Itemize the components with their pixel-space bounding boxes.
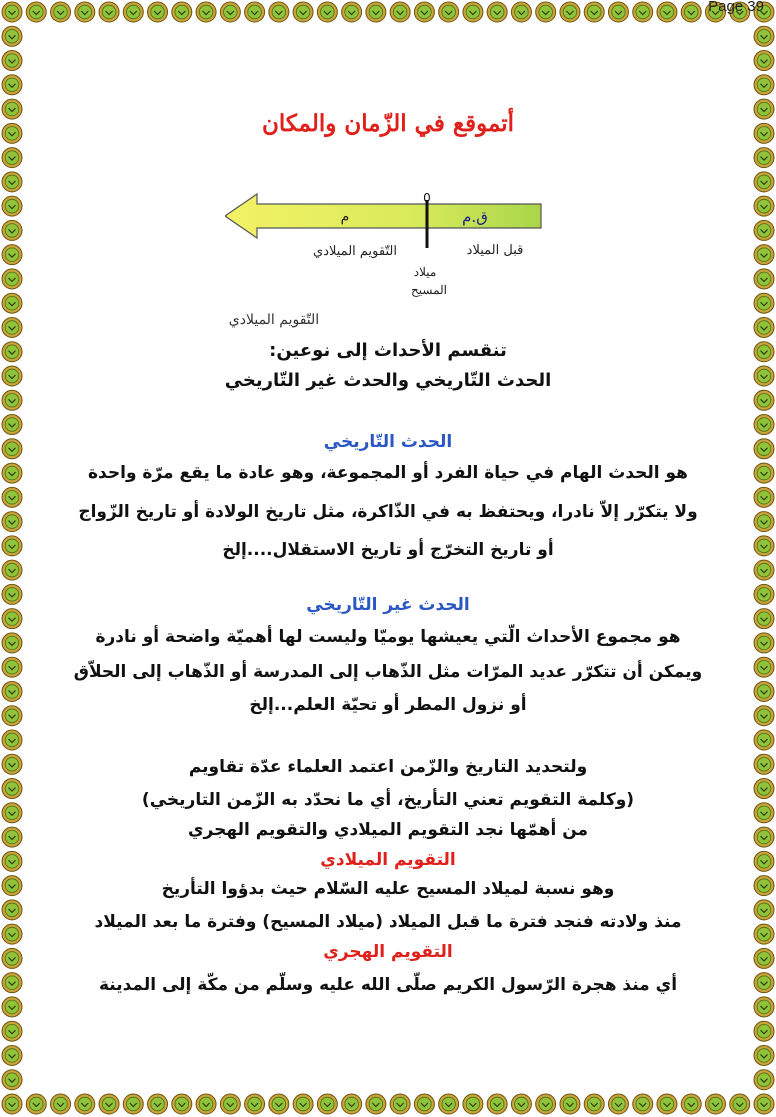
non-historical-event-line-3: أو نزول المطر أو تحيّة العلم...إلخ: [249, 695, 527, 715]
events-intro-line-1: تنقسم الأحداث إلى نوعين:: [269, 340, 507, 361]
frame-clock-icon: [2, 803, 22, 823]
frame-clock-icon: [754, 1045, 774, 1065]
frame-clock-icon: [754, 366, 774, 386]
frame-clock-icon: [754, 148, 774, 168]
frame-clock-icon: [754, 75, 774, 95]
frame-clock-icon: [2, 342, 22, 362]
frame-clock-icon: [342, 2, 362, 22]
frame-clock-icon: [245, 1094, 265, 1114]
frame-clock-icon: [754, 730, 774, 750]
frame-clock-icon: [754, 342, 774, 362]
frame-clock-icon: [657, 1094, 677, 1114]
before-era-abbr: ق.م: [462, 208, 488, 226]
events-intro-line-2: الحدث التّاريخي والحدث غير التّاريخي: [224, 370, 552, 391]
frame-clock-icon: [51, 2, 71, 22]
frame-clock-icon: [2, 1021, 22, 1041]
frame-clock-icon: [414, 1094, 434, 1114]
frame-clock-icon: [754, 99, 774, 119]
frame-clock-icon: [2, 439, 22, 459]
frame-clock-icon: [2, 900, 22, 920]
frame-clock-icon: [754, 560, 774, 580]
frame-clock-icon: [754, 851, 774, 871]
frame-clock-icon: [2, 99, 22, 119]
frame-clock-icon: [511, 2, 531, 22]
frame-clock-icon: [439, 1094, 459, 1114]
frame-clock-icon: [196, 1094, 216, 1114]
historical-event-line-3: أو تاريخ التخرّج أو تاريخ الاستقلال....إلخ: [222, 540, 554, 560]
hijri-calendar-heading: التقويم الهجري: [323, 942, 453, 962]
frame-clock-icon: [754, 657, 774, 677]
frame-clock-icon: [269, 1094, 289, 1114]
frame-clock-icon: [2, 948, 22, 968]
frame-clock-icon: [560, 2, 580, 22]
frame-clock-icon: [560, 1094, 580, 1114]
frame-clock-icon: [2, 924, 22, 944]
frame-clock-icon: [754, 924, 774, 944]
frame-clock-icon: [633, 1094, 653, 1114]
frame-clock-icon: [342, 1094, 362, 1114]
gregorian-calendar-line-1: وهو نسبة لميلاد المسيح عليه السّلام حيث بدؤوا التأريخ: [161, 879, 615, 899]
frame-clock-icon: [681, 1094, 701, 1114]
frame-clock-icon: [75, 1094, 95, 1114]
frame-clock-icon: [2, 2, 22, 22]
before-birth-label: قبل الميلاد: [466, 243, 524, 258]
frame-clock-icon: [293, 2, 313, 22]
timeline-arrow: [225, 194, 541, 238]
frame-clock-icon: [536, 2, 556, 22]
hijri-calendar-line: أي منذ هجرة الرّسول الكريم صلّى الله عليه وسلّم من مكّة إلى المدينة: [98, 975, 678, 995]
frame-clock-icon: [2, 317, 22, 337]
frame-clock-icon: [463, 2, 483, 22]
frame-clock-icon: [463, 1094, 483, 1114]
frame-clock-icon: [2, 196, 22, 216]
frame-clock-icon: [2, 1070, 22, 1090]
frame-clock-icon: [754, 415, 774, 435]
frame-clock-icon: [754, 706, 774, 726]
page-number: Page 39: [708, 0, 764, 15]
frame-clock-icon: [536, 1094, 556, 1114]
frame-clock-icon: [2, 269, 22, 289]
frame-clock-icon: [633, 2, 653, 22]
frame-clock-icon: [2, 754, 22, 774]
frame-clock-icon: [414, 2, 434, 22]
frame-clock-icon: [754, 512, 774, 532]
frame-clock-icon: [196, 2, 216, 22]
frame-clock-icon: [2, 293, 22, 313]
frame-clock-icon: [2, 123, 22, 143]
frame-clock-icon: [754, 1021, 774, 1041]
frame-clock-icon: [754, 633, 774, 653]
frame-clock-icon: [754, 51, 774, 71]
frame-clock-icon: [2, 75, 22, 95]
timeline-diagram: [225, 188, 555, 308]
frame-clock-icon: [754, 439, 774, 459]
frame-clock-icon: [2, 560, 22, 580]
frame-clock-icon: [754, 245, 774, 265]
frame-clock-icon: [2, 51, 22, 71]
frame-clock-icon: [754, 26, 774, 46]
historical-event-line-2: ولا يتكرّر إلاّ نادرا، ويحتفظ به في الذّاكرة، مثل تاريخ الولادة أو تاريخ الزّواج: [78, 502, 698, 522]
frame-clock-icon: [2, 1045, 22, 1065]
frame-clock-icon: [2, 973, 22, 993]
frame-clock-icon: [657, 2, 677, 22]
frame-clock-icon: [2, 706, 22, 726]
frame-clock-icon: [99, 2, 119, 22]
frame-clock-icon: [681, 2, 701, 22]
frame-clock-icon: [172, 1094, 192, 1114]
frame-clock-icon: [2, 657, 22, 677]
frame-clock-icon: [754, 487, 774, 507]
frame-clock-icon: [172, 2, 192, 22]
frame-clock-icon: [754, 779, 774, 799]
frame-clock-icon: [390, 1094, 410, 1114]
non-historical-event-line-1: هو مجموع الأحداث الّتي يعيشها يوميّا وليست لها أهميّة واضحة أو نادرة: [95, 627, 681, 647]
frame-clock-icon: [2, 26, 22, 46]
frame-clock-icon: [754, 220, 774, 240]
after-era-abbr: م: [340, 209, 350, 225]
frame-clock-icon: [2, 172, 22, 192]
frame-clock-icon: [26, 1094, 46, 1114]
frame-clock-icon: [705, 1094, 725, 1114]
frame-clock-icon: [2, 463, 22, 483]
frame-clock-icon: [51, 1094, 71, 1114]
frame-clock-icon: [2, 876, 22, 896]
frame-clock-icon: [754, 463, 774, 483]
frame-clock-icon: [754, 123, 774, 143]
frame-clock-icon: [2, 609, 22, 629]
frame-clock-icon: [148, 1094, 168, 1114]
historical-event-line-1: هو الحدث الهام في حياة الفرد أو المجموعة، وهو عادة ما يقع مرّة واحدة: [88, 463, 688, 483]
frame-clock-icon: [317, 2, 337, 22]
frame-clock-icon: [754, 948, 774, 968]
frame-clock-icon: [511, 1094, 531, 1114]
frame-clock-icon: [754, 900, 774, 920]
frame-clock-icon: [2, 512, 22, 532]
frame-clock-icon: [148, 2, 168, 22]
frame-clock-icon: [439, 2, 459, 22]
historical-event-heading: الحدث التّاريخي: [323, 432, 453, 452]
calendars-line-1: ولتحديد التاريخ والزّمن اعتمد العلماء عدّة تقاويم: [188, 757, 588, 777]
frame-clock-icon: [754, 536, 774, 556]
frame-clock-icon: [584, 1094, 604, 1114]
frame-clock-icon: [487, 2, 507, 22]
frame-clock-icon: [2, 997, 22, 1017]
frame-clock-icon: [754, 681, 774, 701]
frame-clock-icon: [754, 876, 774, 896]
frame-clock-icon: [2, 633, 22, 653]
frame-clock-icon: [366, 2, 386, 22]
frame-clock-icon: [2, 779, 22, 799]
frame-clock-icon: [2, 851, 22, 871]
frame-clock-icon: [269, 2, 289, 22]
calendars-line-2: (وكلمة التقويم تعني التأريخ، أي ما نحدّد به الزّمن التاريخي): [141, 790, 635, 810]
frame-clock-icon: [99, 1094, 119, 1114]
frame-clock-icon: [730, 1094, 750, 1114]
frame-clock-icon: [366, 1094, 386, 1114]
frame-clock-icon: [2, 827, 22, 847]
non-historical-event-heading: الحدث غير التّاريخي: [306, 595, 470, 615]
page-title: أتموقع في الزّمان والمكان: [261, 110, 515, 137]
frame-clock-icon: [2, 390, 22, 410]
frame-clock-icon: [754, 172, 774, 192]
frame-clock-icon: [584, 2, 604, 22]
frame-clock-icon: [317, 1094, 337, 1114]
frame-clock-icon: [754, 997, 774, 1017]
frame-clock-icon: [608, 1094, 628, 1114]
frame-clock-icon: [293, 1094, 313, 1114]
frame-clock-icon: [754, 1070, 774, 1090]
frame-clock-icon: [754, 609, 774, 629]
frame-clock-icon: [2, 1094, 22, 1114]
frame-clock-icon: [754, 754, 774, 774]
frame-clock-icon: [754, 269, 774, 289]
gregorian-calendar-line-2: منذ ولادته فنجد فترة ما قبل الميلاد (ميلاد المسيح) وفترة ما بعد الميلاد: [94, 912, 682, 932]
frame-clock-icon: [754, 196, 774, 216]
frame-clock-icon: [2, 584, 22, 604]
birth-label-line-2: المسيح: [411, 283, 447, 297]
frame-clock-icon: [2, 245, 22, 265]
frame-clock-icon: [487, 1094, 507, 1114]
timeline-caption: التّقويم الميلادي: [228, 312, 320, 328]
frame-clock-icon: [123, 1094, 143, 1114]
frame-clock-icon: [754, 803, 774, 823]
frame-clock-icon: [2, 415, 22, 435]
frame-clock-icon: [2, 220, 22, 240]
frame-clock-icon: [754, 973, 774, 993]
frame-clock-icon: [123, 2, 143, 22]
frame-clock-icon: [220, 2, 240, 22]
frame-clock-icon: [2, 148, 22, 168]
frame-clock-icon: [754, 1094, 774, 1114]
frame-clock-icon: [2, 487, 22, 507]
frame-clock-icon: [390, 2, 410, 22]
frame-clock-icon: [245, 2, 265, 22]
non-historical-event-line-2: ويمكن أن تتكرّر عديد المرّات مثل الذّهاب إلى المدرسة أو الذّهاب إلى الحلاّق: [73, 662, 703, 682]
frame-clock-icon: [2, 536, 22, 556]
zero-label: 0: [423, 191, 431, 205]
frame-clock-icon: [2, 366, 22, 386]
calendars-line-3: من أهمّها نجد التقويم الميلادي والتقويم الهجري: [187, 820, 589, 840]
frame-clock-icon: [2, 681, 22, 701]
frame-clock-icon: [754, 317, 774, 337]
frame-clock-icon: [608, 2, 628, 22]
frame-clock-icon: [754, 390, 774, 410]
frame-clock-icon: [220, 1094, 240, 1114]
birth-label-line-1: ميلاد: [413, 265, 437, 279]
gregorian-axis-label: التّقويم الميلادي: [313, 244, 397, 259]
frame-clock-icon: [26, 2, 46, 22]
frame-clock-icon: [754, 584, 774, 604]
frame-clock-icon: [2, 730, 22, 750]
frame-clock-icon: [75, 2, 95, 22]
frame-clock-icon: [754, 827, 774, 847]
frame-clock-icon: [754, 293, 774, 313]
gregorian-calendar-heading: التقويم الميلادي: [320, 850, 456, 870]
